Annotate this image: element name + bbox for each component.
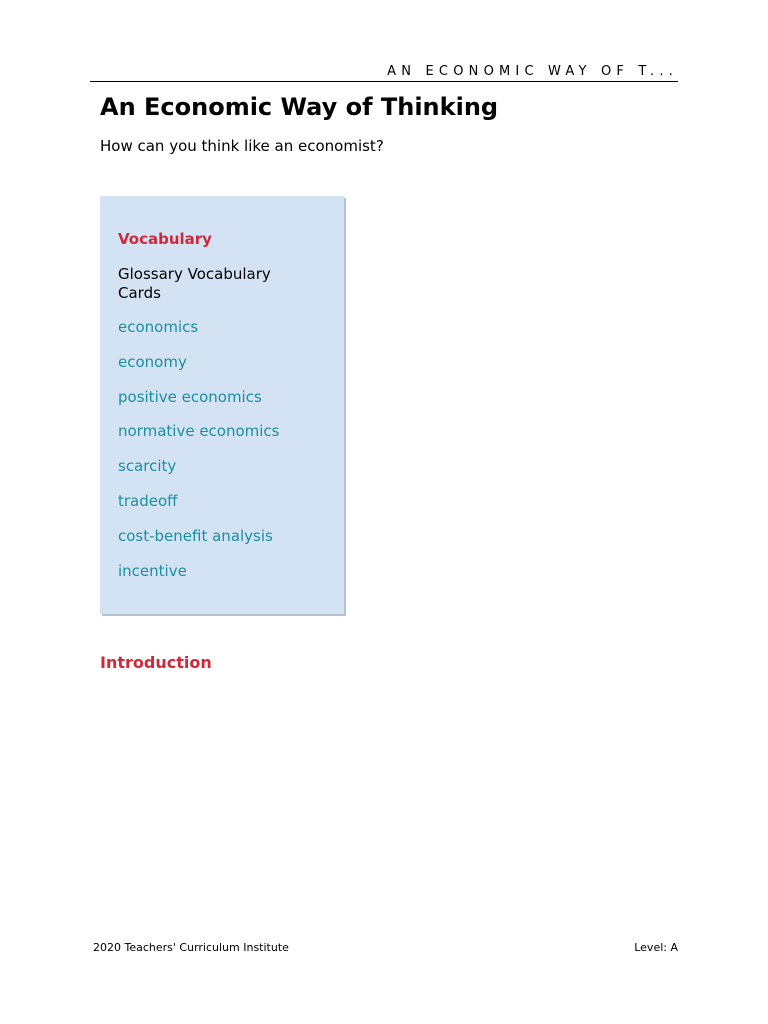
footer-copyright: 2020 Teachers' Curriculum Institute: [93, 941, 289, 954]
glossary-vocabulary-cards-link[interactable]: Glossary Vocabulary Cards: [118, 265, 271, 302]
vocabulary-term-cost-benefit-analysis[interactable]: cost-benefit analysis: [118, 526, 273, 545]
page-title: An Economic Way of Thinking: [100, 93, 499, 121]
vocabulary-term-tradeoff[interactable]: tradeoff: [118, 491, 178, 510]
vocabulary-term-economics[interactable]: economics: [118, 318, 199, 336]
introduction-heading: Introduction: [100, 653, 212, 672]
vocabulary-term-normative-economics[interactable]: normative economics: [118, 422, 280, 441]
vocabulary-heading: Vocabulary: [118, 230, 212, 248]
vocabulary-term-scarcity[interactable]: scarcity: [118, 457, 177, 476]
vocabulary-term-list: [118, 317, 280, 595]
running-header-title: AN ECONOMIC WAY OF T...: [387, 64, 678, 79]
vocabulary-term-economy[interactable]: economy: [118, 352, 187, 371]
vocabulary-box: [100, 196, 344, 614]
page-subtitle: How can you think like an economist?: [100, 137, 384, 155]
running-header: [90, 62, 678, 82]
vocabulary-term-incentive[interactable]: incentive: [118, 561, 187, 580]
footer-level: Level: A: [634, 941, 678, 954]
vocabulary-term-positive-economics[interactable]: positive economics: [118, 387, 262, 406]
